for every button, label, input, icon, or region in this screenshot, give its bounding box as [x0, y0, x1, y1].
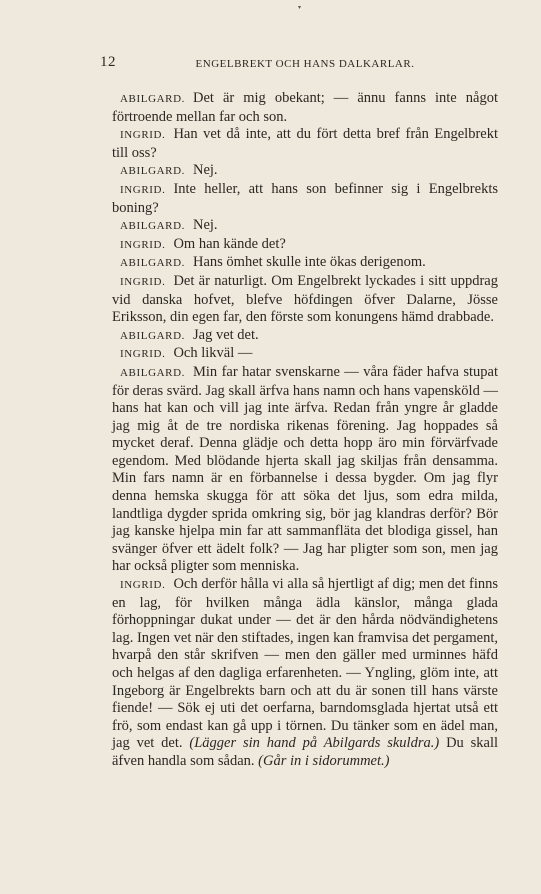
speech	[112, 273, 498, 327]
speaker: INGRID.	[120, 129, 166, 142]
speech-text: Hans ömhet skulle inte ökas derigenom.	[192, 254, 426, 271]
speaker: INGRID.	[120, 579, 166, 592]
stage-direction: (Går in i sidorummet.)	[258, 752, 390, 769]
speech	[112, 576, 498, 771]
speaker: ABILGARD.	[120, 165, 185, 178]
speech	[112, 364, 498, 576]
page-speck: ▾	[298, 4, 302, 11]
speaker: ABILGARD.	[120, 220, 185, 233]
speech	[112, 90, 498, 126]
speech-text: Jag vet det.	[192, 326, 259, 343]
speaker: ABILGARD.	[120, 93, 185, 105]
speech	[112, 126, 498, 162]
speech	[112, 236, 498, 255]
speech-text: Om han kände det?	[173, 235, 286, 252]
speaker: ABILGARD.	[120, 366, 185, 379]
speaker: INGRID.	[120, 348, 166, 361]
speech-text: Och likväl —	[173, 345, 253, 362]
speech-text: Det är mig obekant; — ännu fanns inte något förtroende mellan far och son.	[112, 90, 498, 125]
speaker: ABILGARD.	[120, 257, 185, 270]
speech-text: Och derför hålla vi alla så hjertligt af dig; men det finns en lag, för hvilken många ädla känslor, många glada förhoppningar dukat under — det är den hårda nödvändighetens lag. Ingen vet när den stiftades, ingen kan framvisa det pergament, hvarpå den står skrifven — men den gäller med urminnes häfd och helgas af den dagliga erfarenheten. — Yngling, glöm inte, att Ingeborg är Engelbrekts barn och att du är sonen till hans värste fiende! — Sök ej uti det oerfarna, barndomsglada hjertat utså ett frö, som endast kan gå upp i törnen. Du tänker som en ädel man, jag vet det.	[112, 576, 498, 752]
speech	[112, 181, 498, 217]
speech	[112, 254, 498, 273]
speech	[112, 327, 498, 346]
speaker: INGRID.	[120, 275, 166, 288]
speech-text: Min far hatar svenskarne — våra fäder hafva stupat för deras svärd. Jag skall ärfva hans namn och hans vapensköld — hans hat kan och vill jag inte ärfva. Redan från yngre år gladde jag mig åt de tre nordiska rikenas förening. Jag hoppades så mycket deraf. Denna glädje och detta hopp äro min förvärfvade egendom. Med blödande hjerta skall jag skiljas från densamma. Min fars namn är en förbannelse i dessa bygder. Om jag flyr denna hemska skugga för att söka det ljus, som edra milda, landtliga dygder sprida omkring sig, bör jag klandras derför? Bör jag kanske hjelpa min far att sammanfläta det blodiga gissel, han svänger öfver ett ädelt folk? — Jag har pligter som son, men jag har också pligter som menniska.	[112, 363, 498, 575]
page-header	[100, 54, 500, 70]
speech-text: Inte heller, att hans son befinner sig i Engelbrekts boning?	[112, 180, 498, 216]
speech-text: Nej.	[192, 162, 218, 179]
speech-text: Det är naturligt. Om Engelbrekt lyckades i sitt uppdrag vid danska hofvet, blefve höfdingen öfver Dalarne, Jösse Eriksson, din egen far, den förste som konungens hämd drabbade.	[112, 272, 498, 326]
speech-text: Du skall äfven handla som sådan.	[112, 735, 499, 769]
running-head: ENGELBREKT OCH HANS DALKARLAR.	[195, 58, 415, 70]
speech	[112, 345, 498, 364]
stage-direction: (Lägger sin hand på Abilgards skuldra.)	[189, 735, 440, 752]
dialogue-body	[112, 90, 498, 771]
speech-text: Nej.	[192, 217, 218, 234]
speech-text: Han vet då inte, att du fört detta bref från Engelbrekt till oss?	[112, 126, 498, 161]
speaker: INGRID.	[120, 238, 166, 251]
speaker: ABILGARD.	[120, 329, 185, 342]
speech	[112, 162, 498, 181]
speaker: INGRID.	[120, 183, 166, 196]
page-number: 12	[100, 54, 116, 70]
speech	[112, 217, 498, 236]
